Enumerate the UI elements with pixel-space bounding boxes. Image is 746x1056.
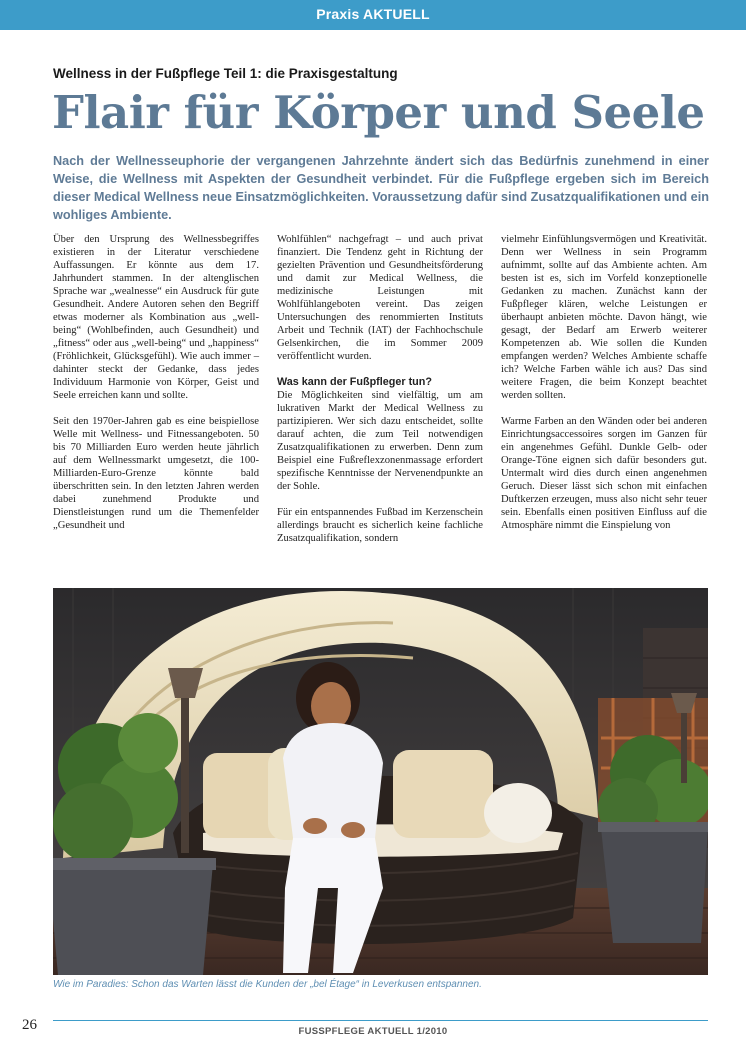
article-lead: Nach der Wellnesseuphorie der vergangenen Jahrzehnte ändert sich das Bedürfnis zunehmend in einer Weise, die Wellness mit Aspekten der Gesundheit verbindet. Für die Fußpflege ergeben sich im Bereich dieser Medical Wellness neue Einsatzmöglichkeiten. Voraussetzung dafür sind Zusatzqualifikationen und ein wohliges Ambiente. — [53, 154, 709, 222]
paragraph: Für ein entspannendes Fußbad im Kerzenschein allerdings braucht es sicherlich keine fachliche Zusatzqualifikation, sondern — [277, 507, 483, 544]
section-label: Praxis AKTUELL — [316, 6, 430, 22]
article-kicker: Wellness in der Fußpflege Teil 1: die Praxisgestaltung — [53, 66, 398, 81]
publication-footer: FUSSPFLEGE AKTUELL 1/2010 — [298, 1026, 448, 1037]
text-column-1 — [53, 233, 259, 532]
article-photo — [53, 588, 708, 975]
paragraph: Seit den 1970er-Jahren gab es eine beispiellose Welle mit Wellness- und Fitnessangeboten. 50 bis 70 Milliarden Euro werden heute jährlich auf dem Wellnessmarkt umgesetzt, die 100-Milliarden-Euro-Grenze könnte bald überschritten sein. In den letzten Jahren werden dabei zunehmend Produkte und Dienstleistungen rund um die Themenfelder „Gesundheit und — [53, 416, 259, 531]
section-header-bar — [0, 0, 746, 30]
paragraph: vielmehr Einfühlungsvermögen und Kreativität. Denn wer Wellness in sein Programm aufnimmt, sollte auf das Ambiente achten. Am besten ist es, sich im Vorfeld konzeptionelle Gedanken zu machen. Zunächst kann der Fußpfleger klären, welche Leistungen er überhaupt anbieten möchte. Davon hängt, wie gesagt, der Bedarf am Erwerb weiterer Kompetenzen ab. Wie sollen die Kunden empfangen werden? Welches Ambiente schaffe ich? Welche Farben wähle ich aus? Das sind weitere Fragen, die beim Konzept beachtet werden sollten. — [501, 234, 707, 401]
photo-caption: Wie im Paradies: Schon das Warten lässt die Kunden der „bel Étage“ in Leverkusen entspannen. — [53, 979, 482, 990]
photo-illustration — [53, 588, 708, 975]
paragraph: Die Möglichkeiten sind vielfältig, um am lukrativen Markt der Medical Wellness zu partizipieren. Wer sich dazu entscheidet, sollte darauf achten, die zum Teil notwendigen Zusatzqualifikationen zu erwerben. Denn zum Beispiel eine Fußreflexzonenmassage erfordert spezifische Kenntnisse der Nervenendpunkte an der Sohle. — [277, 390, 483, 492]
paragraph: Wohlfühlen“ nachgefragt – und auch privat finanziert. Die Tendenz geht in Richtung der gezielten Prävention und Gesundheitsförderung und damit zur Medical Wellness, die medizinische Leistungen mit Wohlfühlangeboten vereint. Das zeigen Untersuchungen des renommierten Instituts Arbeit und Technik (IAT) der Fachhochschule Gelsenkirchen, die im Sommer 2009 veröffentlicht wurden. — [277, 234, 483, 362]
subheading: Was kann der Fußpfleger tun? — [277, 376, 432, 388]
text-column-2 — [277, 233, 483, 545]
paragraph: Warme Farben an den Wänden oder bei anderen Einrichtungsaccessoires sorgen im Ganzen für ein angenehmes Gefühl. Dunkle Gelb- oder Orange-Töne eignen sich dafür besonders gut. Untermalt wird dies durch einen angenehmen Geruch. Dieser lässt sich schon mit einfachen Duftkerzen erzeugen, muss also nicht sehr teuer sein. Ebenfalls einen positiven Einfluss auf die Atmosphäre nimmt die Einspielung von — [501, 416, 707, 531]
paragraph: Über den Ursprung des Wellnessbegriffes existieren in der Literatur verschiedene Auffassungen. Er könnte aus dem 17. Jahrhundert stammen. In der altenglischen Sprache war „wealnesse“ ein Ausdruck für gute Gesundheit. Andere Autoren sehen den Begriff etwas moderner als Kombination aus „well-being“ (Wohlbefinden, auch Gesundheit) und „fitness“ oder aus „well-being“ und „happiness“ (Fröhlichkeit, Glücksgefühl). Wie auch immer – dahinter steckt der Gedanke, dass jedes Individuum Harmonie von Körper, Geist und Seele erreichen kann und sollte. — [53, 234, 259, 401]
text-column-3 — [501, 233, 707, 532]
page-number: 26 — [22, 1017, 37, 1033]
article-title: Flair für Körper und Seele — [52, 86, 705, 139]
footer-rule — [53, 1020, 708, 1021]
